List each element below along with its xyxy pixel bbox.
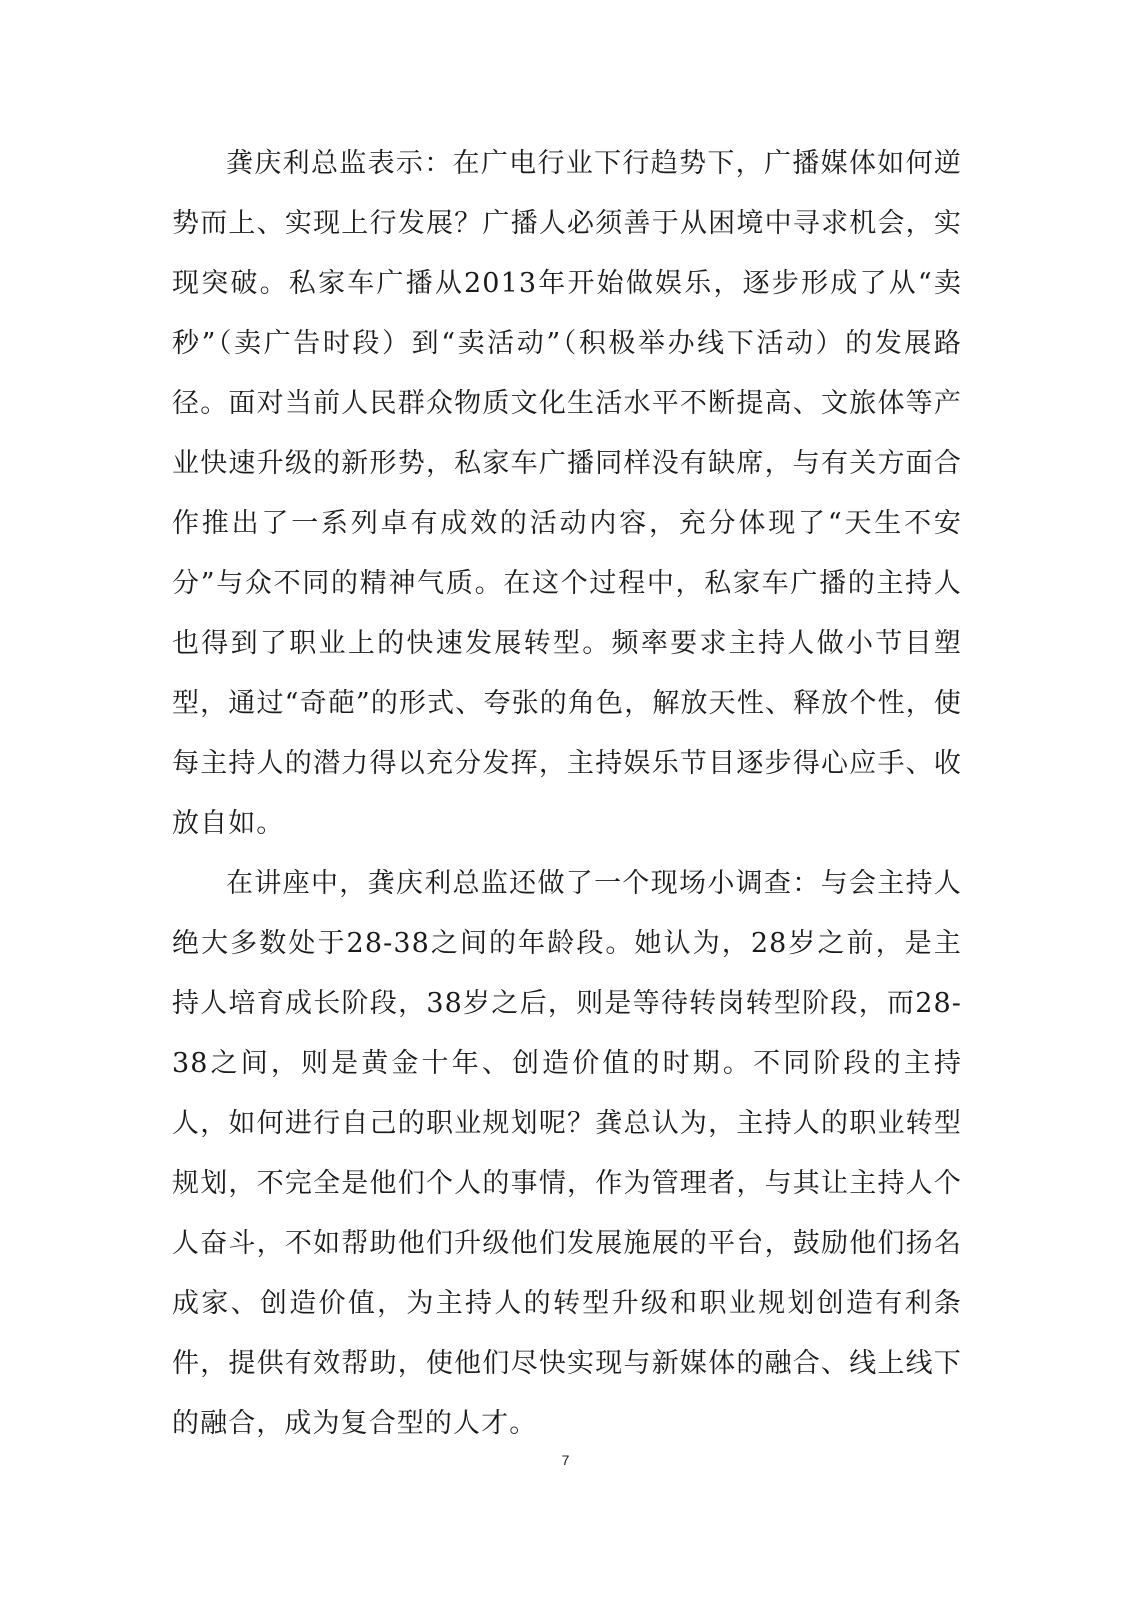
body-text	[172, 134, 962, 1454]
paragraph-2: 在讲座中，龚庆利总监还做了一个现场小调查：与会主持人绝大多数处于28-38之间的年龄段。她认为，28岁之前，是主持人培育成长阶段，38岁之后，则是等待转岗转型阶段，而28-38之间，则是黄金十年、创造价值的时期。不同阶段的主持人，如何进行自己的职业规划呢？龚总认为，主持人的职业转型规划，不完全是他们个人的事情，作为管理者，与其让主持人个人奋斗，不如帮助他们升级他们发展施展的平台，鼓励他们扬名成家、创造价值，为主持人的转型升级和职业规划创造有利条件，提供有效帮助，使他们尽快实现与新媒体的融合、线上线下的融合，成为复合型的人才。	[172, 868, 962, 1439]
page-number: 7	[561, 1452, 570, 1468]
paragraph-1: 龚庆利总监表示：在广电行业下行趋势下，广播媒体如何逆势而上、实现上行发展？广播人必须善于从困境中寻求机会，实现突破。私家车广播从2013年开始做娱乐，逐步形成了从“卖秒”（卖广告时段）到“卖活动”（积极举办线下活动）的发展路径。面对当前人民群众物质文化生活水平不断提高、文旅体等产业快速升级的新形势，私家车广播同样没有缺席，与有关方面合作推出了一系列卓有成效的活动内容，充分体现了“天生不安分”与众不同的精神气质。在这个过程中，私家车广播的主持人也得到了职业上的快速发展转型。频率要求主持人做小节目塑型，通过“奇葩”的形式、夸张的角色，解放天性、释放个性，使每主持人的潜力得以充分发挥，主持娱乐节目逐步得心应手、收放自如。	[172, 148, 962, 839]
